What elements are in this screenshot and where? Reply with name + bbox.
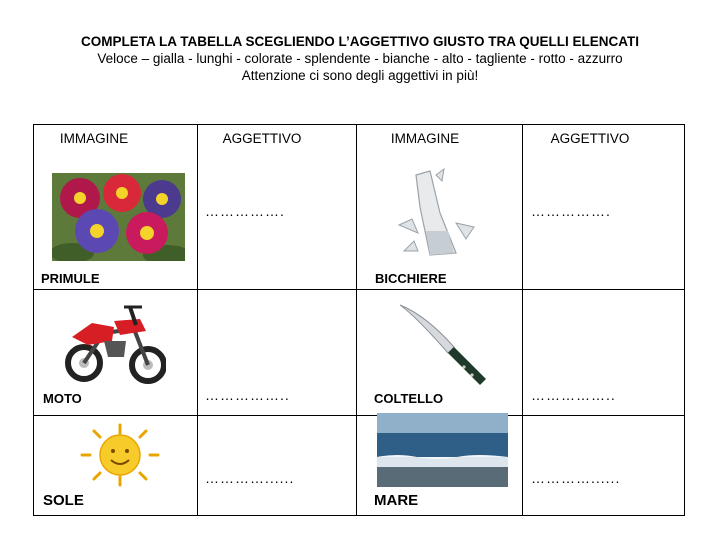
sun-image bbox=[72, 423, 168, 487]
header-adjective-1: AGGETTIVO bbox=[222, 131, 302, 146]
item-label: MOTO bbox=[43, 391, 82, 406]
adjective-blank[interactable]: …………...... bbox=[205, 470, 295, 486]
item-label: COLTELLO bbox=[374, 391, 444, 406]
column-divider bbox=[197, 125, 198, 515]
worksheet-header bbox=[0, 34, 720, 84]
item-label: SOLE bbox=[43, 492, 84, 509]
adjective-blank[interactable]: …………...... bbox=[531, 470, 621, 486]
worksheet-note: Attenzione ci sono degli aggettivi in più! bbox=[241, 68, 479, 83]
item-label: BICCHIERE bbox=[375, 271, 447, 286]
column-divider bbox=[522, 125, 523, 515]
flower bbox=[75, 209, 119, 253]
flower bbox=[126, 212, 168, 254]
item-label: PRIMULE bbox=[41, 271, 100, 286]
header-image-1: IMMAGINE bbox=[59, 131, 129, 146]
flowers-image bbox=[52, 173, 185, 261]
adjective-blank[interactable]: ……………. bbox=[531, 203, 611, 219]
worksheet-title: COMPLETA LA TABELLA SCEGLIENDO L’AGGETTIVO GIUSTO TRA QUELLI ELENCATI bbox=[81, 34, 639, 49]
motorbike-image bbox=[64, 301, 166, 387]
adjective-blank[interactable]: …………….. bbox=[531, 387, 616, 403]
adjective-list: Veloce – gialla - lunghi - colorate - splendente - bianche - alto - tagliente - rotto - azzurro bbox=[97, 51, 623, 66]
adjective-blank[interactable]: ……………. bbox=[205, 203, 285, 219]
flower bbox=[103, 174, 141, 212]
header-image-2: IMMAGINE bbox=[390, 131, 460, 146]
header-adjective-2: AGGETTIVO bbox=[550, 131, 630, 146]
knife-image bbox=[394, 301, 488, 391]
column-divider bbox=[356, 125, 357, 515]
row-divider bbox=[34, 289, 684, 290]
exercise-table bbox=[33, 124, 685, 516]
sea-image bbox=[377, 413, 508, 487]
row-divider bbox=[34, 415, 684, 416]
broken-glass-image bbox=[396, 167, 480, 259]
adjective-blank[interactable]: …………….. bbox=[205, 387, 290, 403]
item-label: MARE bbox=[374, 492, 419, 509]
